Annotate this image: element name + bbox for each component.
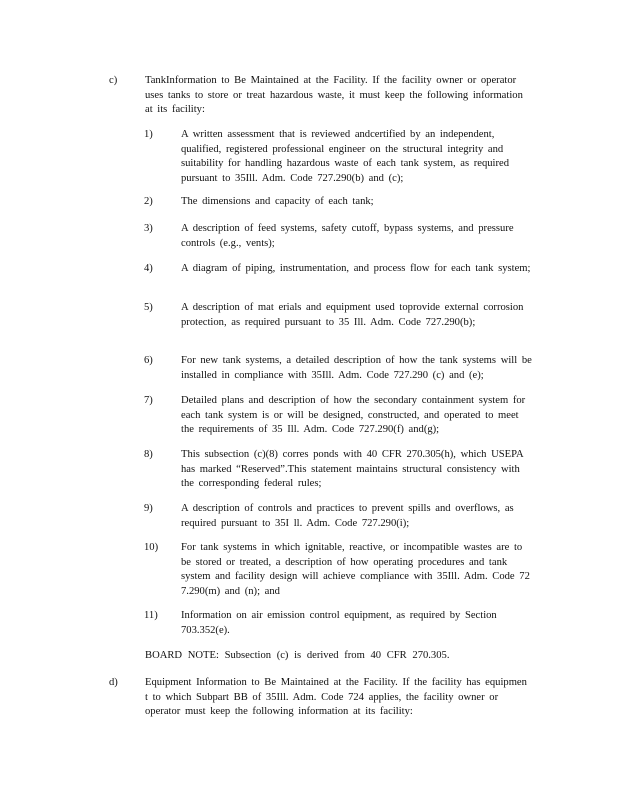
section-text: Equipment Information to Be Maintained at the Facility. If the facility has equipmen t to which Subpart BB of 35Ill. Adm. Code 724 applies, the facility owner or operator must keep the following information at its facility:	[145, 677, 527, 717]
item-number: 10)	[144, 542, 159, 553]
item-text: A description of mat erials and equipment used toprovide external corrosion protection, as required pursuant to 35 Ill. Adm. Code 727.290(b);	[181, 302, 524, 328]
section-text: TankInformation to Be Maintained at the Facility. If the facility owner or operator uses tanks to store or treat hazardous waste, it must keep the following information at its facility:	[145, 75, 523, 115]
item-text: Detailed plans and description of how the secondary containment system for each tank system is or will be designed, constructed, and operated to meet the requirements of 35 Ill. Adm. Code 727.290(f) and(g);	[181, 395, 526, 435]
item-number: 5)	[144, 302, 153, 313]
item-number: 4)	[144, 263, 153, 274]
item-text: A diagram of piping, instrumentation, and process flow for each tank system;	[181, 263, 531, 274]
section-label: d)	[109, 677, 118, 688]
item-number: 8)	[144, 449, 153, 460]
item-text: Information on air emission control equipment, as required by Section 703.352(e).	[181, 610, 497, 636]
item-number: 2)	[144, 196, 153, 207]
item-number: 3)	[144, 223, 153, 234]
item-text: A description of feed systems, safety cutoff, bypass systems, and pressure controls (e.g., vents);	[181, 223, 514, 249]
item-text: This subsection (c)(8) corres ponds with 40 CFR 270.305(h), which USEPA has marked “Reserved”.This statement maintains structural consistency with the corresponding federal rules;	[181, 449, 524, 489]
item-text: For tank systems in which ignitable, reactive, or incompatible wastes are to be stored or treated, a description of how operating procedures and tank system and facility design will achieve compliance with 35Ill. Adm. Code 72 7.290(m) and (n); and	[181, 542, 530, 597]
item-text: The dimensions and capacity of each tank;	[181, 196, 374, 207]
item-text: For new tank systems, a detailed description of how the tank systems will be installed in compliance with 35Ill. Adm. Code 727.290 (c) and (e);	[181, 355, 532, 381]
item-number: 1)	[144, 129, 153, 140]
item-number: 9)	[144, 503, 153, 514]
section-label: c)	[109, 75, 118, 86]
item-text: A description of controls and practices to prevent spills and overflows, as required pursuant to 35I ll. Adm. Code 727.290(i);	[181, 503, 514, 529]
item-text: A written assessment that is reviewed andcertified by an independent, qualified, registered professional engineer on the structural integrity and suitability for handling hazardous waste of each tank system, as required pursuant to 35Ill. Adm. Code 727.290(b) and (c);	[181, 129, 510, 184]
item-number: 6)	[144, 355, 153, 366]
item-number: 7)	[144, 395, 153, 406]
board-note: BOARD NOTE: Subsection (c) is derived from 40 CFR 270.305.	[145, 650, 450, 661]
item-number: 11)	[144, 610, 158, 621]
